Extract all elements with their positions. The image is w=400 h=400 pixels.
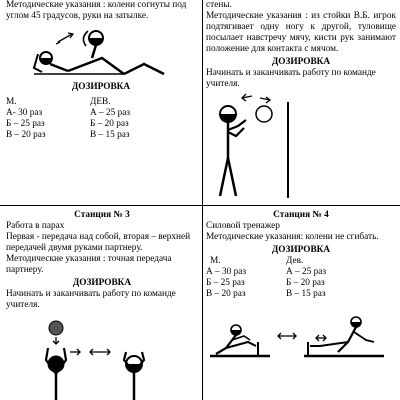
dosage-m-value: Б – 25 раз: [206, 278, 245, 288]
dosage-header-d: ДЕВ.: [90, 97, 111, 107]
situps-figure: [32, 28, 182, 78]
vertical-divider: [202, 0, 203, 400]
dosage-m-value: Б – 25 раз: [6, 119, 45, 129]
station-4-text: [206, 210, 396, 300]
station-1-row: [6, 119, 196, 130]
dosage-d-value: Б – 20 раз: [90, 119, 129, 129]
dosage-m-value: В – 20 раз: [6, 130, 46, 140]
station-2-top-word: стены.: [206, 0, 232, 10]
station-4-row: [206, 289, 396, 300]
dosage-d-value: А – 25 раз: [286, 267, 327, 277]
station-2-method: Методические указания : из стойки В.Б. игрок подтягивает одну ногу к другой, туловище посылает навстречу мячу, кисти рук занимают положение для контакта с мячом.: [206, 11, 396, 54]
horizontal-divider: [0, 205, 400, 206]
station-2-text: [206, 0, 396, 90]
station-4-line1: Силовой тренажер: [206, 221, 280, 231]
station-1-dosage: [6, 80, 196, 141]
station-3-method: Методические указания : точная передача партнеру.: [6, 254, 172, 275]
dosage-header-m: М.: [210, 256, 221, 266]
station-4-row: [206, 278, 396, 289]
dosage-d-value: В – 15 раз: [90, 130, 130, 140]
station-4-dosage-title: ДОЗИРОВКА: [271, 245, 331, 255]
station-3-line1: Работа в парах: [6, 221, 65, 231]
station-3-text: [6, 210, 198, 311]
dosage-m-value: А – 30 раз: [206, 267, 247, 277]
station-2-dosage-text: Начинать и заканчивать работу по команде учителя.: [206, 68, 376, 89]
station-4-method: Методические указания: колени не сгибать.: [206, 232, 379, 242]
station-4-row: [206, 267, 396, 278]
station-1-method: Методические указания : колени согнуты под углом 45 градусов, руки на затылке.: [6, 0, 187, 21]
station-4-dosage-header: [206, 256, 396, 267]
station-1-dosage-title: ДОЗИРОВКА: [71, 82, 131, 92]
station-2-dosage-title: ДОЗИРОВКА: [271, 57, 331, 67]
station-4-title: Станция № 4: [273, 210, 329, 220]
wall-pass-figure: [206, 92, 296, 202]
station-1-text: [6, 0, 196, 22]
station-3-dosage-text: Начинать и заканчивать работу по команде учителя.: [6, 289, 176, 310]
pair-passing-figure: [40, 320, 190, 400]
dosage-m-value: В – 20 раз: [206, 289, 246, 299]
station-3-line2: Первая - передача над собой, вторая – верхней передачей двумя руками партнеру.: [6, 232, 191, 253]
dosage-header-m: М.: [6, 97, 17, 107]
dosage-header-d: Дев.: [286, 256, 304, 266]
strength-machine-figure: [208, 312, 398, 362]
dosage-d-value: А – 25 раз: [90, 108, 131, 118]
station-3-dosage-title: ДОЗИРОВКА: [72, 278, 132, 288]
station-3-title: Станция № 3: [74, 210, 130, 220]
dosage-d-value: В – 15 раз: [286, 289, 326, 299]
station-1-dosage-header: [6, 97, 196, 108]
station-1-row: [6, 130, 196, 141]
dosage-d-value: Б – 20 раз: [286, 278, 325, 288]
dosage-m-value: А- 30 раз: [6, 108, 43, 118]
station-1-row: [6, 108, 196, 119]
